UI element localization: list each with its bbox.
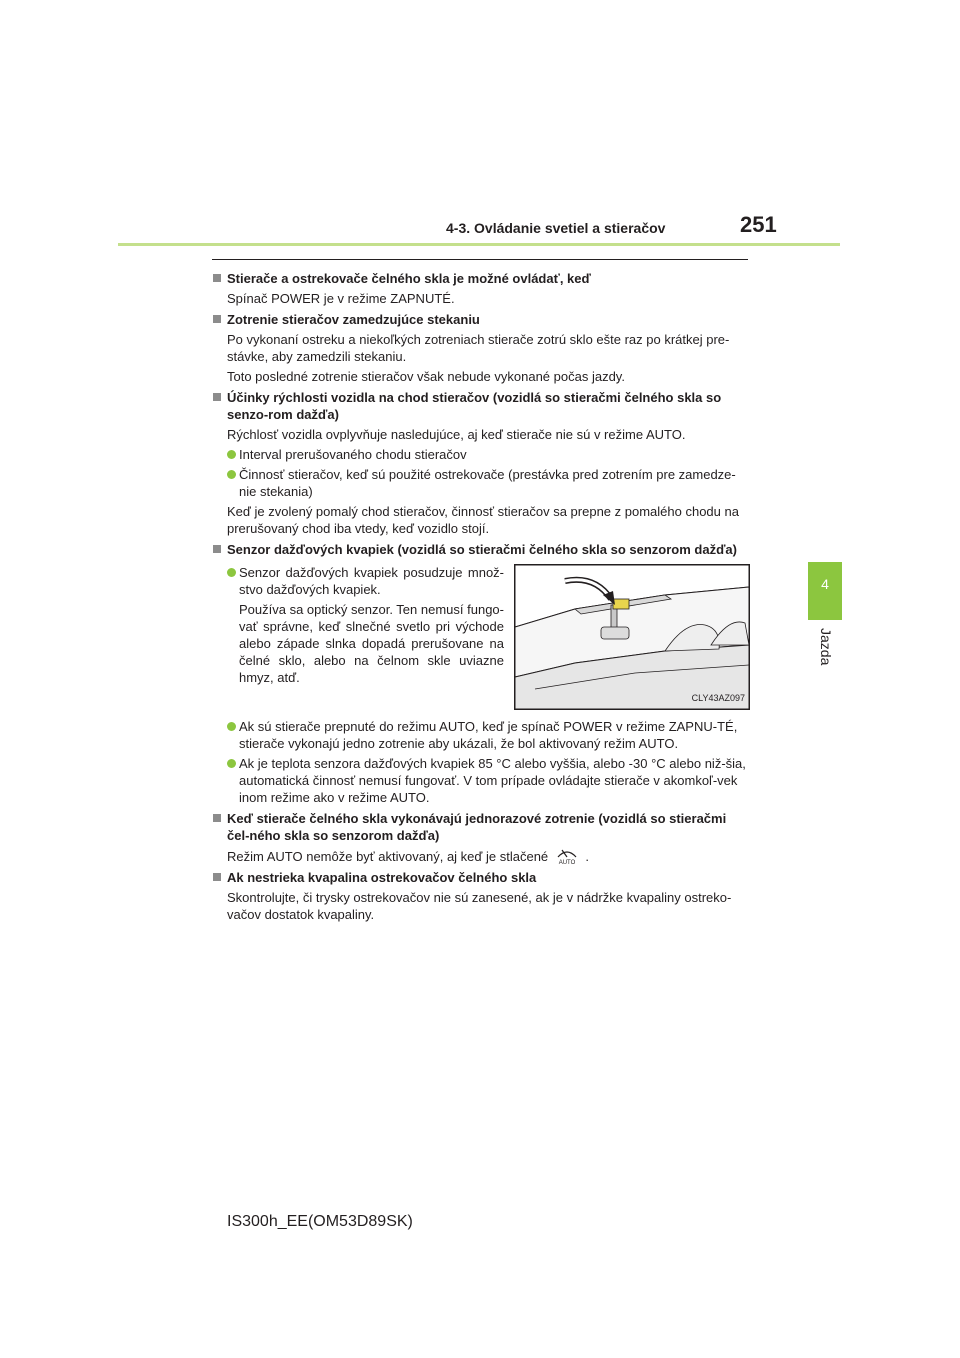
square-bullet-icon [213,814,221,822]
section-heading: Stierače a ostrekovače čelného skla je možné ovládať, keď [212,270,750,287]
chapter-number: 4 [821,576,829,592]
figure-code: CLY43AZ097 [691,693,745,703]
paragraph: Spínač POWER je v režime ZAPNUTÉ. [227,291,455,306]
page-number: 251 [740,212,777,237]
list-item: Ak sú stierače prepnuté do režimu AUTO, keď je spínač POWER v režime ZAPNU-TÉ, stierače vykonajú jedno zotrenie aby ukázali, že bol aktivovaný režim AUTO. [212,718,750,752]
round-bullet-icon [227,470,236,479]
square-bullet-icon [213,393,221,401]
list-item: Činnosť stieračov, keď sú použité ostrekovače (prestávka pred zotrením pre zamedze-nie stekania) [212,466,750,500]
square-bullet-icon [213,873,221,881]
section-heading: Zotrenie stieračov zamedzujúce stekaniu [212,311,750,328]
paragraph: Skontrolujte, či trysky ostrekovačov nie sú zanesené, ak je v nádržke kvapaliny ostreko-vačov dostatok kvapaliny. [227,890,732,922]
sensor-text [212,564,504,686]
model-code: IS300h_EE(OM53D89SK) [227,1213,413,1230]
paragraph: Používa sa optický senzor. Ten nemusí fungo-vať správne, keď slnečné svetlo pri východe alebo západe slnka dopadá prerušovane na čelné sklo, alebo na čelnom skle uviazne hmyz, atď. [239,602,504,685]
paragraph: Po vykonaní ostreku a niekoľkých zotreniach stierače zotrú sklo ešte raz po krátkej pre-stávke, aby zamedzili stekaniu. [227,332,730,364]
chapter-label: Jazda [818,628,834,666]
auto-icon-label: AUTO [558,860,576,865]
square-bullet-icon [213,315,221,323]
sensor-block [212,564,750,710]
chapter-label-container [806,628,846,668]
section-heading: Keď stierače čelného skla vykonávajú jednorazové zotrenie (vozidlá so stieračmi čel-ného skla so senzorom dažďa) [212,810,750,844]
section-title: 4-3. Ovládanie svetiel a stieračov [446,220,666,236]
paragraph: Rýchlosť vozidla ovplyvňuje nasledujúce, aj keď stierače nie sú v režime AUTO. [227,427,686,442]
header-divider [118,243,840,246]
round-bullet-icon [227,450,236,459]
round-bullet-icon [227,722,236,731]
section-heading: Účinky rýchlosti vozidla na chod stieračov (vozidlá so stieračmi čelného skla so senzo-rom dažďa) [212,389,750,423]
round-bullet-icon [227,568,236,577]
paragraph: Toto posledné zotrenie stieračov však nebude vykonané počas jazdy. [227,369,625,384]
rain-sensor-illustration [514,564,750,710]
section-heading: Senzor dažďových kvapiek (vozidlá so stieračmi čelného skla so senzorom dažďa) [212,541,750,558]
round-bullet-icon [227,759,236,768]
list-item: Ak je teplota senzora dažďových kvapiek 85 °C alebo vyššia, alebo -30 °C alebo niž-šia, automatická činnosť nemusí fungovať. V tom prípade ovládajte stierače v akomkoľ-vek inom režime ako v režime AUTO. [212,755,750,806]
square-bullet-icon [213,545,221,553]
list-item: Senzor dažďových kvapiek posudzuje množ-stvo dažďových kvapiek. [212,564,504,598]
auto-wiper-icon [554,847,580,865]
windshield-interior-drawing [515,565,749,709]
page-content [212,266,750,923]
paragraph: Keď je zvolený pomalý chod stieračov, činnosť stieračov sa prepne z pomalého chodu na prerušovaný chod iba vtedy, keď vozidlo stojí. [227,504,739,536]
list-item: Interval prerušovaného chodu stieračov [212,446,750,463]
section-heading: Ak nestrieka kvapalina ostrekovačov čelného skla [212,869,750,886]
square-bullet-icon [213,274,221,282]
content-top-rule [212,259,748,260]
paragraph: Režim AUTO nemôže byť aktivovaný, aj keď je stlačené AUTO . [227,849,590,865]
